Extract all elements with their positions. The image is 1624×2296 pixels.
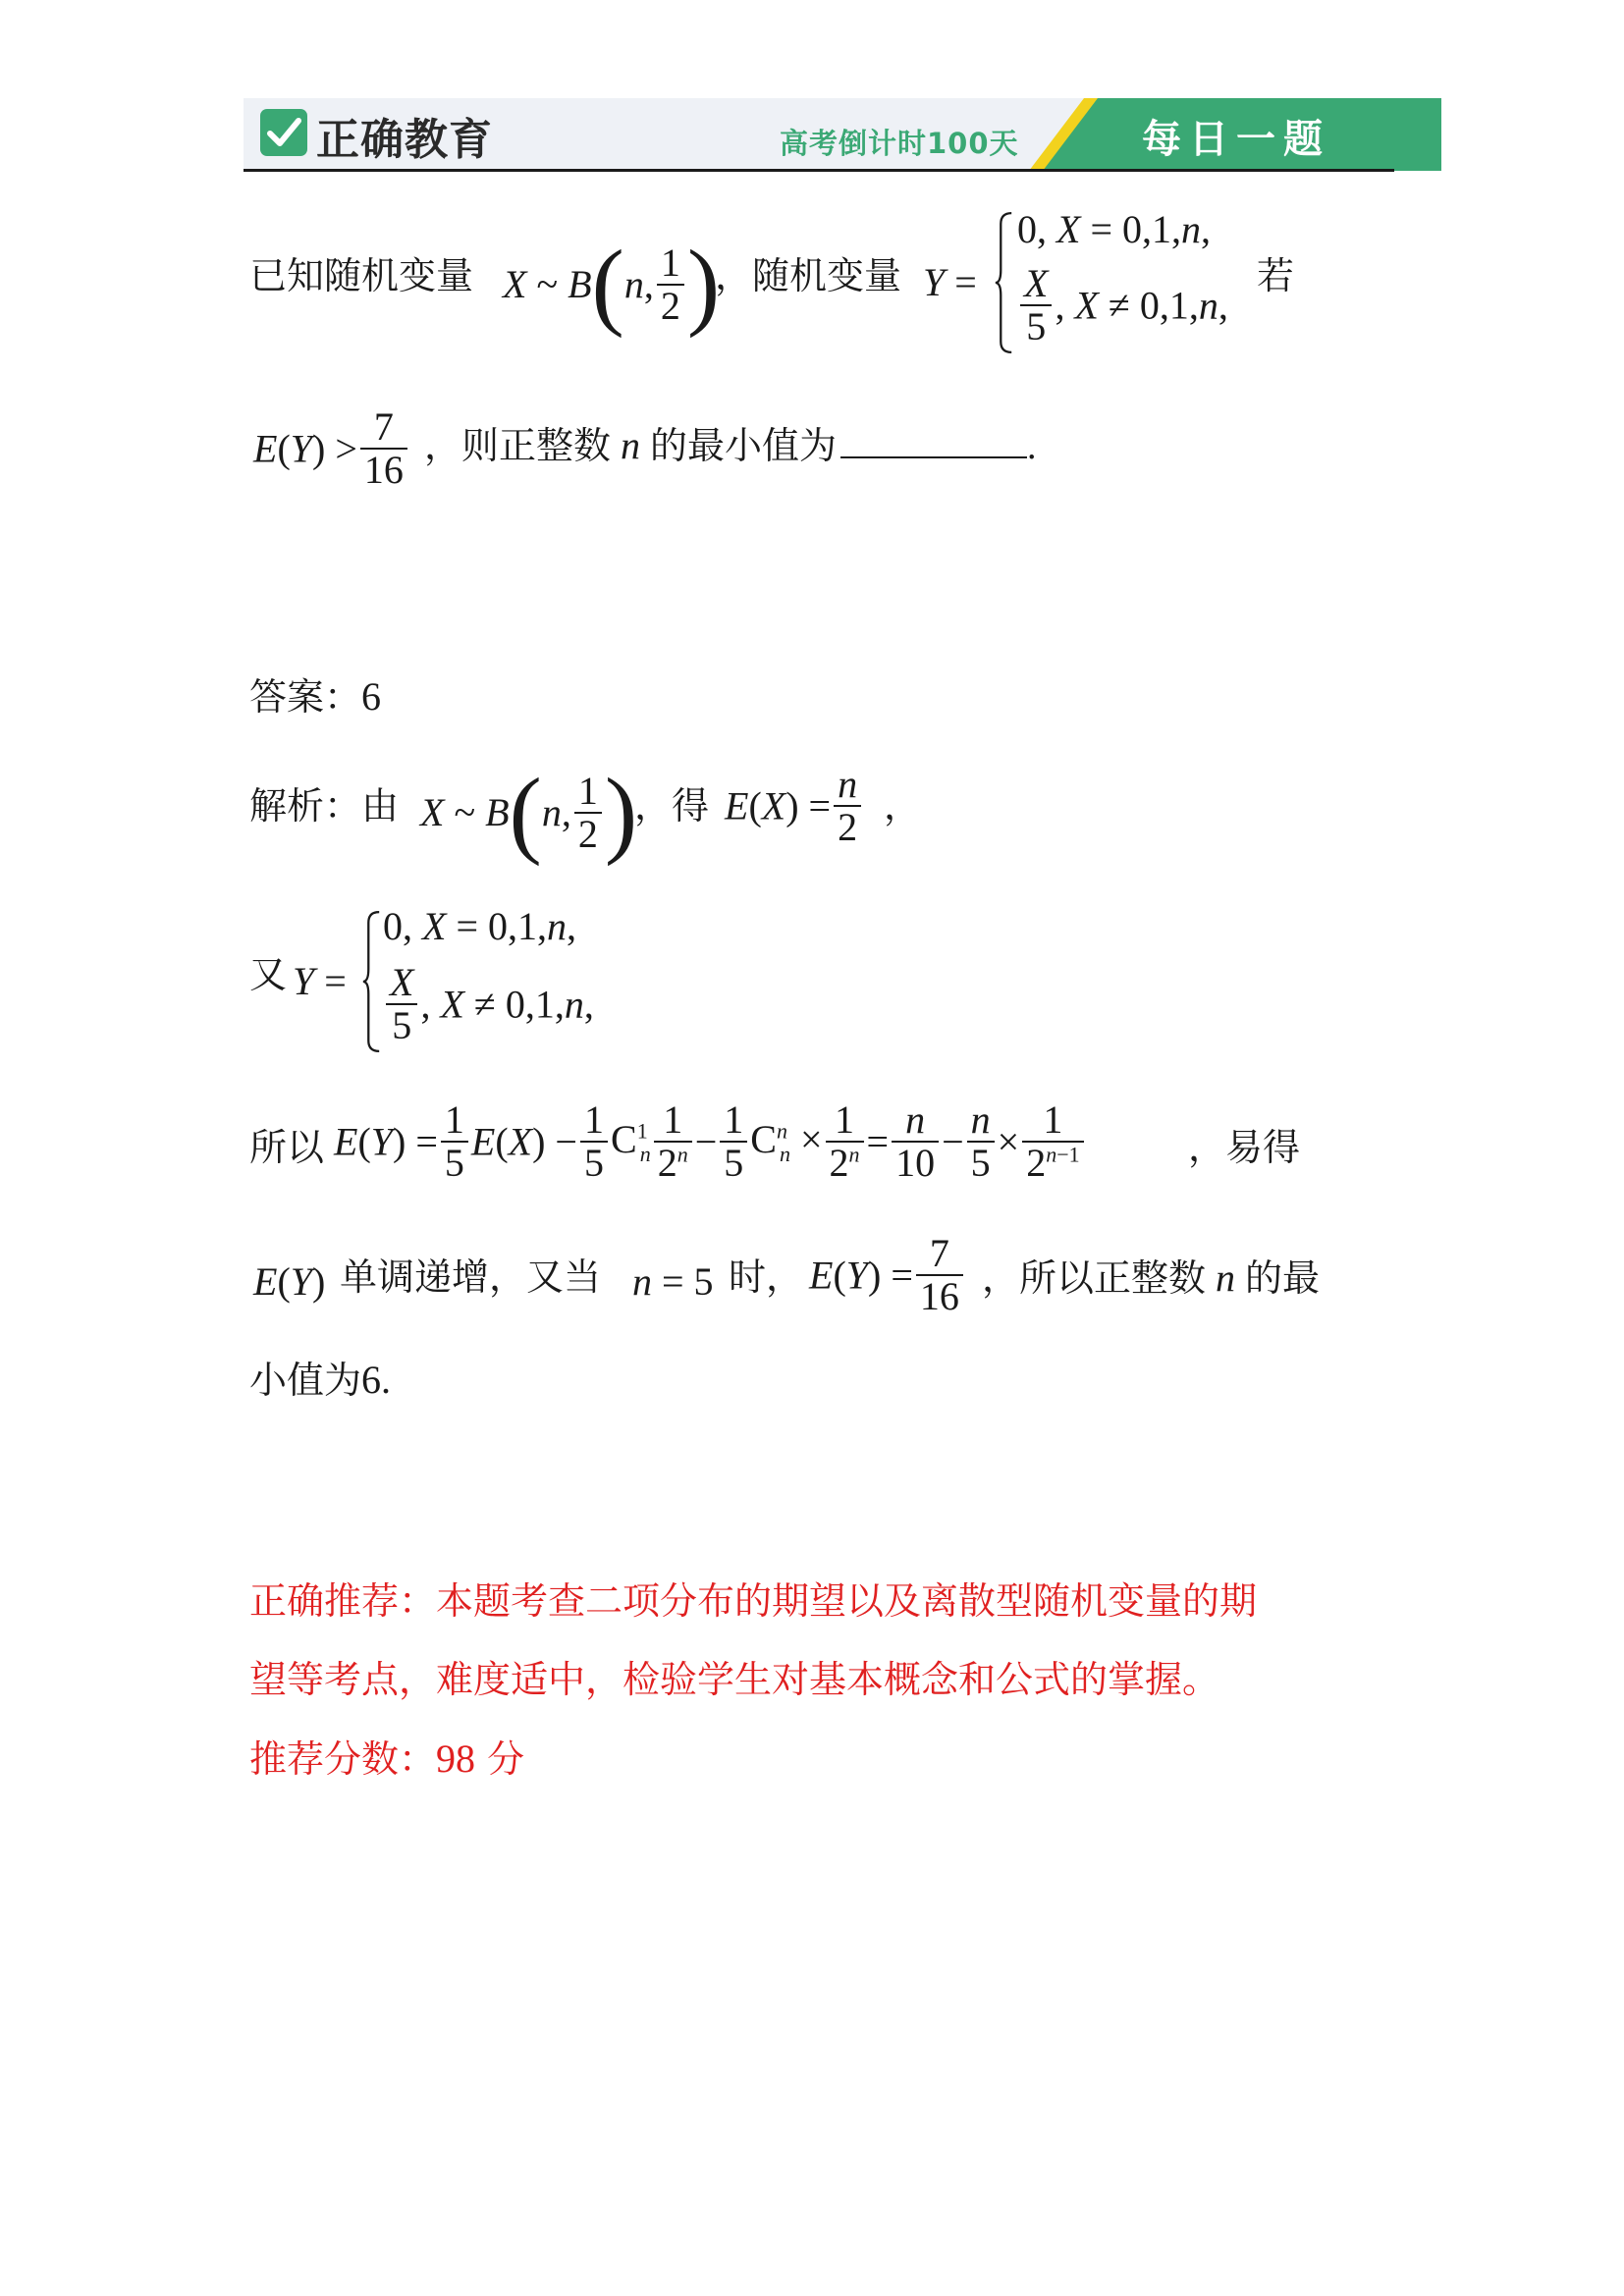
n-equals-5: n = 5 [632, 1259, 714, 1304]
header-rule [244, 169, 1394, 172]
question-prefix: 已知随机变量 [249, 254, 474, 297]
left-brace [994, 204, 1013, 361]
analysis-min-text: ，所以正整数 [982, 1256, 1207, 1300]
y-definition: Y = [923, 260, 977, 304]
header-banner [244, 98, 1392, 169]
question-line-2: ，则正整数 n 的最小值为 . [424, 423, 1037, 467]
question-suffix: 若 [1257, 254, 1295, 297]
ey-label: E(Y) [253, 1259, 326, 1304]
analysis-again: 又 [249, 953, 288, 996]
analysis-when: 时， [729, 1255, 804, 1299]
score-value: 98 [436, 1736, 476, 1781]
score-label: 推荐分数： [249, 1737, 437, 1781]
analysis-y-def: Y = [293, 959, 347, 1003]
ey-value: E(Y) = $\frac{7}{16}$ [809, 1233, 966, 1317]
recommendation-line-2: 望等考点，难度适中，检验学生对基本概念和公式的掌握。 [249, 1658, 1220, 1701]
analysis-y-case-1: 0, X = 0,1,n, [383, 904, 576, 948]
question-text-2: 的最小值为 [650, 424, 838, 467]
daily-label: 每日一题 [1142, 117, 1330, 162]
analysis-get: ，得 [634, 784, 710, 828]
answer-line [249, 674, 382, 719]
recommendation-line-1: 正确推荐：本题考查二项分布的期望以及离散型随机变量的期 [249, 1579, 1258, 1623]
analysis-label: 解析：由 [249, 784, 400, 828]
y-case-2: $\frac{X}{5}$ , X ≠ 0,1,n, [1017, 263, 1228, 347]
analysis-last [249, 1358, 392, 1402]
y-case-1: 0, X = 0,1,n, [1017, 207, 1211, 251]
ex-expression: E(X) = $\frac{n}{2}$ [725, 764, 864, 848]
ey-condition: E(Y) > $\frac{7}{16}$ [253, 406, 410, 491]
left-brace-2 [361, 903, 381, 1060]
check-icon [259, 108, 308, 157]
score-unit: 分 [487, 1737, 525, 1781]
answer-blank [840, 456, 1027, 458]
analysis-last-value: 6. [361, 1358, 392, 1402]
ey-derivation: E(Y) = $\frac{1}{5}$ E(X) − $\frac{1}{5}$ $C^1_n$ $\frac{1}{2^n}$ − $\frac{1}{5}$ $C^n_n$ × $\frac{1}{2^n}$ = $\frac{n}{10}$ − $\frac{n}{5}$ × $\frac{1}{2^{n-1}}$ [334, 1099, 1087, 1184]
question-line-1 [249, 254, 474, 297]
analysis-mono: 单调递增，又当 [340, 1255, 602, 1299]
countdown-text: 高考倒计时100天 [780, 127, 1019, 160]
question-mid: ，随机变量 [715, 254, 902, 297]
answer-label: 答案： [249, 675, 362, 719]
analysis-easy: ，易得 [1188, 1126, 1301, 1169]
analysis-comma: ， [884, 784, 922, 828]
analysis-binomial: X ~ B(n, $\frac{1}{2}$ ) [420, 758, 638, 867]
question-text: ，则正整数 [424, 424, 612, 467]
binomial-expression: X ~ B(n, $\frac{1}{2}$ ) [503, 230, 721, 339]
brand-name: 正确教育 [316, 115, 493, 165]
analysis-min: ，所以正整数 n 的最 [982, 1255, 1321, 1300]
recommendation-score [249, 1736, 525, 1781]
analysis-min-text-2: 的最 [1245, 1256, 1321, 1300]
answer-value: 6 [361, 674, 382, 719]
analysis-y-case-2: $\frac{X}{5}$ , X ≠ 0,1,n, [383, 962, 594, 1046]
analysis-last-line: 小值为 [249, 1359, 362, 1402]
analysis-so: 所以 [249, 1126, 325, 1169]
question-end: . [1027, 426, 1037, 467]
